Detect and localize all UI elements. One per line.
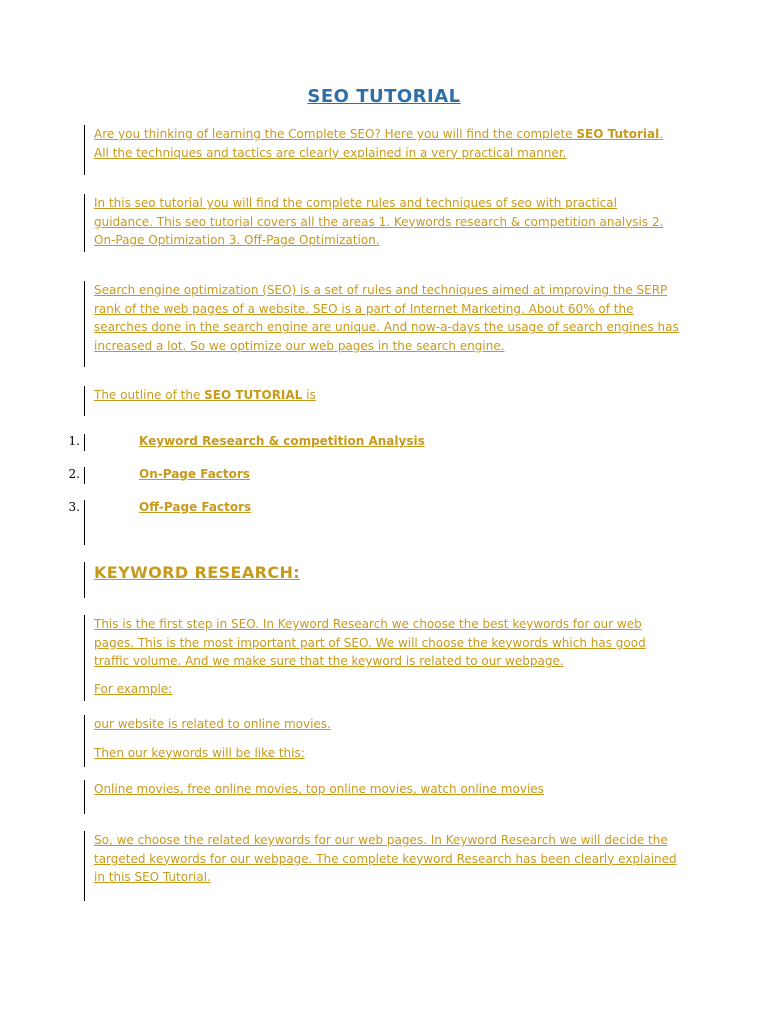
outline-bold-text: SEO TUTORIAL xyxy=(204,388,303,402)
example-line-1[interactable]: our website is related to online movies. xyxy=(94,717,331,731)
rules-paragraph[interactable]: In this seo tutorial you will find the complete rules and techniques of seo with practical guidance. This seo tutorial covers all the areas 1. Keywords research & competition analysis 2. On-Page Optimization 3. Off-Page Optimization. xyxy=(94,196,664,248)
list-marker-bar xyxy=(84,434,85,451)
example-line-2[interactable]: Then our keywords will be like this: xyxy=(94,745,305,760)
closing-block xyxy=(84,831,684,901)
keywords-list-text[interactable]: Online movies, free online movies, top online movies, watch online movies xyxy=(94,782,544,796)
outline-link-on-page[interactable]: On-Page Factors xyxy=(139,467,250,481)
keyword-heading-block xyxy=(84,562,484,598)
keyword-research-heading: KEYWORD RESEARCH: xyxy=(94,563,301,582)
keyword-research-block xyxy=(84,615,684,701)
intro-bold-text: SEO Tutorial xyxy=(576,127,660,141)
keywords-list-block xyxy=(84,780,684,814)
seo-definition-paragraph[interactable]: Search engine optimization (SEO) is a set of rules and techniques aimed at improving the SERP rank of the web pages of a website. SEO is a part of Internet Marketing. About 60% of the searches done in the search engine are unique. And now-a-days the usage of search engines has increased a lot. So we optimize our web pages in the search engine. xyxy=(94,283,679,354)
outline-text-end: is xyxy=(302,388,316,402)
intro-text-end: . All the techniques and tactics are clearly explained in a very practical manner. xyxy=(94,127,664,160)
outline-block xyxy=(84,386,484,416)
intro-paragraph[interactable] xyxy=(94,125,674,162)
closing-paragraph[interactable]: So, we choose the related keywords for our web pages. In Keyword Research we will decide the targeted keywords for our webpage. The complete keyword Research has been clearly explained in this SEO Tutorial. xyxy=(94,833,677,885)
list-marker-bar xyxy=(84,500,85,545)
list-number: 3. xyxy=(68,500,80,514)
outline-link-keyword-research[interactable]: Keyword Research & competition Analysis xyxy=(139,434,425,448)
list-number: 2. xyxy=(68,467,80,481)
example-block xyxy=(84,715,684,767)
intro-text-start: Are you thinking of learning the Complete SEO? Here you will find the complete xyxy=(94,127,577,141)
outline-link-off-page[interactable]: Off-Page Factors xyxy=(139,500,252,514)
for-example-text[interactable]: For example: xyxy=(94,682,173,697)
keyword-research-paragraph[interactable]: This is the first step in SEO. In Keyword Research we choose the best keywords for our web pages. This is the most important part of SEO. We will choose the keywords which has good traffic volume. And we make sure that the keyword is related to our webpage. xyxy=(94,617,646,669)
outline-paragraph[interactable] xyxy=(94,386,484,405)
seo-definition-block xyxy=(84,281,684,367)
intro-block xyxy=(84,125,674,175)
page-title: SEO TUTORIAL xyxy=(307,86,461,107)
list-number: 1. xyxy=(68,434,80,448)
outline-text-start: The outline of the xyxy=(94,388,205,402)
rules-block xyxy=(84,194,674,252)
list-marker-bar xyxy=(84,467,85,484)
